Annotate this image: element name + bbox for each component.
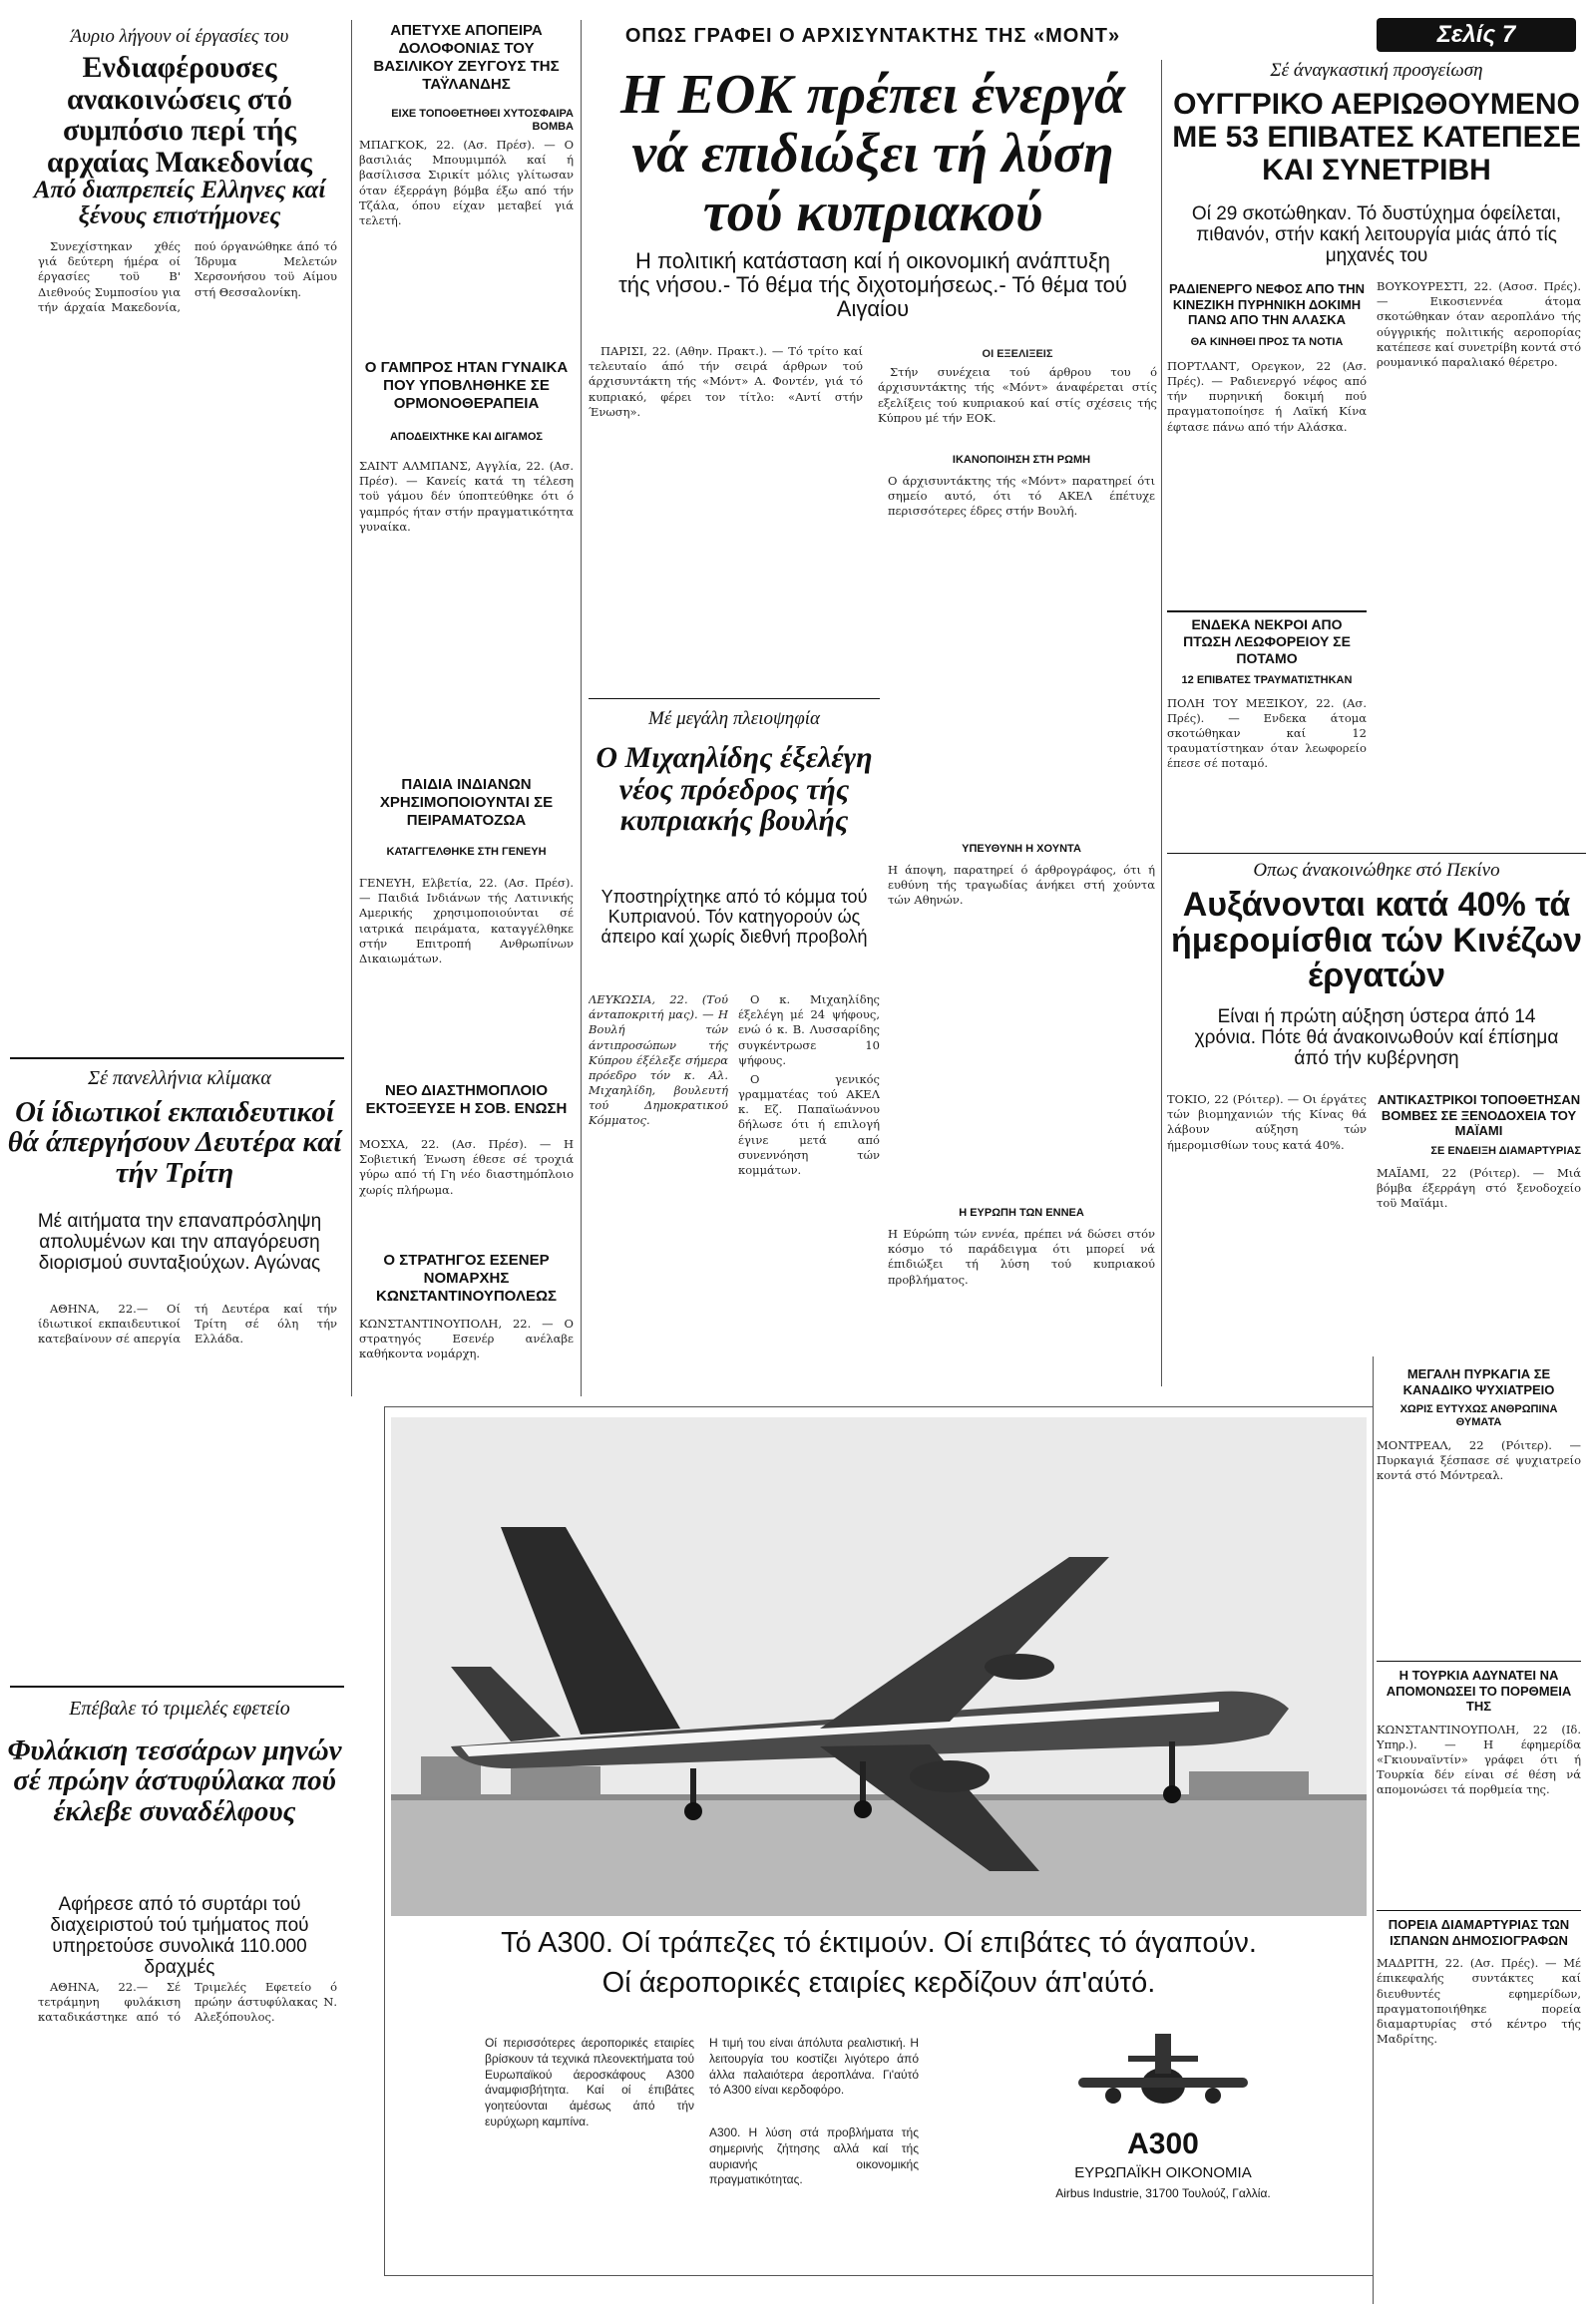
article2-subhead: Μέ αιτήματα την επαναπρόσληψη απολυμένων και την απαγόρευση διορισμού συνταξιούχων. Αγώνας [37, 1211, 322, 1274]
r8-body: ΜΑΔΡΙΤΗ, 22. (Ασ. Πρές). — Μέ έπικεφαλής συντάκτες καί διευθυντές εφημερίδων, πραγματοποιήθηκε πορεία διαμαρτυρίας στό κέντρο τής Μαδρίτης. [1377, 1956, 1581, 2047]
r7-box [1377, 1668, 1581, 1897]
brief2-body: ΣΑΙΝΤ ΑΛΜΠΑΝΣ, Αγγλία, 22. (Ασ. Πρέσ). — Κανείς κατά τη τέλεση τοϋ γάμου δέν ύποπτεύθηκε ότι ό γαμπρός ήταν στήν πραγματικότητα γυναίκα. [359, 459, 574, 534]
left-divider-2 [10, 1686, 344, 1688]
brief2-headline: Ο ΓΑΜΠΡΟΣ ΗΤΑΝ ΓΥΝΑΙΚΑ ΠΟΥ ΥΠΟΒΛΗΘΗΚΕ ΣΕ ΟΡΜΟΝΟΘΕΡΑΠΕΙΑ [364, 359, 569, 412]
r2-body: ΠΟΡΤΛΑΝΤ, Ορεγκον, 22 (Ασ. Πρές). — Ραδιενεργό νέφος από τήν πυρηνική δοκιμή πού πραγματοποίησε ή Λαϊκή Κίνα έφτασε πάνω από τήν Αλάσκα. [1167, 358, 1367, 434]
column-rule-2 [581, 20, 582, 1396]
center-text-e: Η Εύρώπη τών εννέα, πρέπει νά δώσει στόν κόσμο τό παράδειγμα ότι μπορεί νά έπιδιώξει τή λύση τού κυπριακού προβλήματος. [888, 1227, 1155, 1287]
center-headline: Η ΕΟΚ πρέπει ένεργά νά επιδιώξει τή λύση τού κυπριακού [619, 64, 1126, 243]
center-subhead: Η πολιτική κατάσταση καί ή οικονομική ανάπτυξη τής νήσου.- Τό θέμα τής διχοτομήσεως.- Τό θέμα τού Αιγαίου [618, 248, 1127, 322]
left-column [0, 0, 349, 2313]
article1-body [38, 239, 337, 1037]
michailidis-body-b [738, 992, 880, 1371]
page-tag-label: Σελίς 7 [1436, 21, 1516, 48]
airbus-advertisement [384, 1406, 1374, 2276]
r3-subhead: 12 ΕΠΙΒΑΤΕΣ ΤΡΑΥΜΑΤΙΣΤΗΚΑΝ [1181, 674, 1353, 687]
center-sub-b2: ΥΠΕΥΘΥΝΗ Η ΧΟΥΝΤΑ [962, 843, 1081, 855]
column-rule-3 [1161, 60, 1162, 1386]
brief5-body: ΚΩΝΣΤΑΝΤΙΝΟΥΠΟΛΗ, 22. — Ο στρατηγός Εσενέρ ανέλαβε καθήκοντα νομάρχη. [359, 1317, 574, 1361]
r3-top-rule [1167, 610, 1367, 612]
r2-headline: ΡΑΔΙΕΝΕΡΓΟ ΝΕΦΟΣ ΑΠΟ ΤΗΝ ΚΙΝΕΖΙΚΗ ΠΥΡΗΝΙΚΗ ΔΟΚΙΜΗ ΠΑΝΩ ΑΠΟ ΤΗΝ ΑΛΑΣΚΑ [1169, 281, 1365, 328]
r8-headline: ΠΟΡΕΙΑ ΔΙΑΜΑΡΤΥΡΙΑΣ ΤΩΝ ΙΣΠΑΝΩΝ ΔΗΜΟΣΙΟΓΡΑΦΩΝ [1388, 1917, 1570, 1948]
center-sub-b1: ΙΚΑΝΟΠΟΙΗΣΗ ΣΤΗ ΡΩΜΗ [952, 454, 1091, 466]
r5-subhead: ΣΕ ΕΝΔΕΙΞΗ ΔΙΑΜΑΡΤΥΡΙΑΣ [1430, 1144, 1581, 1157]
article3-subhead: Αφήρεσε από τό συρτάρι τού διαχειριστού τού τμήματος πού υπηρετούσε συνολικά 110.000 δραχμές [50, 1894, 309, 1978]
r4-top-rule [1167, 853, 1586, 854]
michailidis-headline: Ο Μιχαηλίδης έξελέγη νέος πρόεδρος τής κυπριακής βουλής [596, 741, 873, 837]
article2-text: ΑΘΗΝΑ, 22.— Οί ίδιωτικοί εκπαιδευτικοί κατεβαίνουν σέ απεργία τή Δευτέρα καί τήν Τρίτη σέ όλη τήν Ελλάδα. [38, 1302, 337, 1347]
center-body-a [589, 344, 863, 683]
brief5-headline: Ο ΣΤΡΑΤΗΓΟΣ ΕΣΕΝΕΡ ΝΟΜΑΡΧΗΣ ΚΩΝΣΤΑΝΤΙΝΟΥΠΟΛΕΩΣ [376, 1252, 557, 1305]
r8-box [1377, 1917, 1581, 2306]
ad-col2: Η τιμή του είναι άπόλυτα ρεαλιστική. Η λειτουργία του κοστίζει λιγότερο άπό άλλα παλαιότερα άεροπλάνα. Γι'αύτό τό Α300 είναι κερδοφόρο. [709, 2036, 919, 2098]
r1-subhead: Οί 29 σκοτώθηκαν. Τό δυστύχημα όφείλεται, πιθανόν, στήν κακή λειτουργία μιάς άπό τίς μηχανές του [1191, 203, 1562, 266]
center-sub-b3: Η ΕΥΡΩΠΗ ΤΩΝ ΕΝΝΕΑ [959, 1207, 1084, 1219]
brief3-headline: ΠΑΙΔΙΑ ΙΝΔΙΑΝΩΝ ΧΡΗΣΙΜΟΠΟΙΟΥΝΤΑΙ ΣΕ ΠΕΙΡΑΜΑΤΟΖΩΑ [379, 776, 554, 829]
r6-box [1377, 1366, 1581, 1646]
center-text-a: ΠΑΡΙΣΙ, 22. (Αθην. Πρακτ.). — Τό τρίτο καί τελευταίο άπό τήν σειρά άρθρων τού άρχισυντάκτη τής «Μόντ» Α. Φοντέν, γιά τό κυπριακό, φέρει τον τίτλο: «Αντί στήν Ένωση». [589, 344, 863, 419]
brief3-body: ΓΕΝΕΥΗ, Ελβετία, 22. (Ασ. Πρέσ). — Παιδιά Ινδιάνων τής Λατινικής Αμερικής χρησιμοποιούνται σέ ιατρικά πειράματα, καταγγέλθηκε στήν Επιτροπή Ανθρωπίνων Δικαιωμάτων. [359, 876, 574, 965]
article1-subhead: Από διαπρεπείς Ελληνες καί ξένους επιστήμονες [33, 177, 326, 230]
michailidis-text-b: Ο κ. Μιχαηλίδης έξελέγη μέ 24 ψήφους, ενώ ό κ. Β. Λυσσαρίδης συγκέντρωσε 10 ψήφους. [738, 992, 880, 1067]
center-text-b: Στήν συνέχεια τού άρθρου του ό άρχισυντάκτης τής «Μόντ» άναφέρεται στίς εξελίξεις τού κυπριακού καί στίς σχέσεις τής Κύπρου μέ τήν ΕΟΚ. [878, 365, 1157, 425]
article1-kicker: Άυριο λήγουν οί έργασίες του [70, 26, 289, 47]
article2-kicker: Σέ πανελλήνια κλίμακα [88, 1067, 271, 1089]
brief4-headline: ΝΕΟ ΔΙΑΣΤΗΜΟΠΛΟΙΟ ΕΚΤΟΞΕΥΣΕ Η ΣΟΒ. ΕΝΩΣΗ [365, 1082, 568, 1117]
michailidis-kicker: Μέ μεγάλη πλειοψηφία [648, 708, 820, 729]
r1-body: ΒΟΥΚΟΥΡΕΣΤΙ, 22. (Ασοσ. Πρές). — Εικοσιεννέα άτομα σκοτώθηκαν όταν αεροπλάνο τής ούγγρικής πολιτικής αεροπορίας κατέπεσε καί συνετρίβη κοντά στό ρουμανικό παραλιακό θέρετρο. [1377, 279, 1581, 369]
article2-body [38, 1302, 337, 1661]
r6-body: ΜΟΝΤΡΕΑΛ, 22 (Ρόιτερ). — Πυρκαγιά ξέσπασε σέ ψυχιατρείο κοντά στό Μόντρεαλ. [1377, 1437, 1581, 1482]
r7-body: ΚΩΝΣΤΑΝΤΙΝΟΥΠΟΛΗ, 22 (Ιδ. Υπηρ.). — Η έφημερίδα «Γκιουναϊντίν» γράφει ότι ή Τουρκία δέν είναι σέ θέση νά απομονώσει τά πορθμεία της. [1377, 1722, 1581, 1797]
brief1-headline: ΑΠΕΤΥΧΕ ΑΠΟΠΕΙΡΑ ΔΟΛΟΦΟΝΙΑΣ ΤΟΥ ΒΑΣΙΛΙΚΟΥ ΖΕΥΓΟΥΣ ΤΗΣ ΤΑΫΛΑΝΔΗΣ [373, 22, 560, 93]
brief3-subhead: ΚΑΤΑΓΓΕΛΘΗΚΕ ΣΤΗ ΓΕΝΕΥΗ [386, 846, 547, 858]
article3-body [38, 1980, 337, 2299]
r4-body: ΤΟΚΙΟ, 22 (Ρόιτερ). — Οι έργάτες τών βιομηχανιών τής Κίνας θά λάβουν αύξηση τών ήμερομισθίων τους κατά 40%. [1167, 1092, 1367, 1152]
ad-col3: Α300. Η λύση στά προβλήματα τής σημερινής ζήτησης αλλά καί τής αυριανής οικονομικής πραγματικότητας. [709, 2125, 919, 2187]
article1-headline: Ενδιαφέρουσες ανακοινώσεις στό συμπόσιο περί τής αρχαίας Μακεδονίας [47, 51, 312, 179]
r3-box [1167, 616, 1367, 856]
r1-kicker: Σέ άναγκαστική προσγείωση [1270, 60, 1483, 81]
r3-headline: ΕΝΔΕΚΑ ΝΕΚΡΟΙ ΑΠΟ ΠΤΩΣΗ ΛΕΩΦΟΡΕΙΟΥ ΣΕ ΠΟΤΑΜΟ [1183, 616, 1351, 666]
ad-brand-sub: ΕΥΡΩΠΑΪΚΗ ΟΙΚΟΝΟΜΙΑ [1074, 2164, 1252, 2181]
r4-headline: Αυξάνονται κατά 40% τά ήμερομίσθια τών Κινέζων έργατών [1170, 886, 1583, 995]
michailidis-top-rule [589, 698, 880, 699]
michailidis-text-c: Ο γενικός γραμματέας τού ΑΚΕΛ κ. Εζ. Παπαϊωάννου δήλωσε ότι ή επιλογή έγινε μετά από συνεννόηση τών κομμάτων. [738, 1071, 880, 1177]
r5-body: ΜΑΪΑΜΙ, 22 (Ρόιτερ). — Μιά βόμβα έξερράγη στό ξενοδοχείο τοϋ Μαϊάμι. [1377, 1165, 1581, 1211]
r2-box [1167, 281, 1367, 672]
ad-caption-line1: Τό Α300. Οί τράπεζες τό έκτιμούν. Οί επιβάτες τό άγαπούν. [501, 1927, 1257, 1959]
r2-subhead: ΘΑ ΚΙΝΗΘΕΙ ΠΡΟΣ ΤΑ ΝΟΤΙΑ [1190, 335, 1344, 348]
article3-kicker: Επέβαλε τό τριμελές εφετείο [69, 1698, 290, 1720]
center-sub-a: ΟΙ ΕΞΕΛΙΞΕΙΣ [982, 348, 1053, 360]
article1-text: Συνεχίστηκαν χθές γιά δεύτερη ήμέρα οί έργασίες τοϋ Β' Διεθνούς Συμποσίου για τήν άρχαία Μακεδονία, πού όργανώθηκε άπό τό Ίδρυμα Μελετών Χερσονήσου τοϋ Αίμου στή Θεσσαλονίκη. [38, 239, 337, 314]
brief1-subhead: ΕΙΧΕ ΤΟΠΟΘΕΤΗΘΕΙ ΧΥΤΟΣΦΑΙΡΑ ΒΟΜΒΑ [391, 108, 574, 134]
r8-top-rule [1377, 1910, 1581, 1911]
michailidis-body-a: ΛΕΥΚΩΣΙΑ, 22. (Τού άνταποκριτή μας). — Η Βουλή τών άντιπροσώπων τής Κύπρου έξέλεξε σήμερα πρόεδρο τόν κ. Αλ. Μιχαηλίδη, βουλευτή τού Δημοκρατικού Κόμματος. [589, 992, 728, 1128]
ad-col1: Οί περισσότερες άεροπορικές εταιρίες βρίσκουν τά τεχνικά πλεονεκτήματα τού Ευρωπαϊκού άεροσκάφους Α300 άναμφισβήτητα. Καί οί έπιβάτες γοητεύονται άμέσως άπό τήν ευρύχωρη καμπίνα. [485, 2036, 694, 2129]
airliner-photo-icon [391, 1417, 1367, 1916]
article2-headline: Οί ίδιωτικοί εκπαιδευτικοί θά άπεργήσουν Δευτέρα καί τήν Τρίτη [7, 1096, 342, 1189]
r5-headline: ΑΝΤΙΚΑΣΤΡΙΚΟΙ ΤΟΠΟΘΕΤΗΣΑΝ ΒΟΜΒΕΣ ΣΕ ΞΕΝΟΔΟΧΕΙΑ ΤΟΥ ΜΑΪΑΜΙ [1377, 1092, 1581, 1139]
page-tag [1377, 18, 1576, 52]
brief2-subhead: ΑΠΟΔΕΙΧΤΗΚΕ ΚΑΙ ΔΙΓΑΜΟΣ [389, 431, 544, 443]
ad-address: Airbus Industrie, 31700 Τουλούζ, Γαλλία. [1055, 2186, 1271, 2200]
article3-text: ΑΘΗΝΑ, 22.— Σέ τετράμηνη φυλάκιση καταδικάστηκε από τό Τριμελές Εφετείο ό πρώην άστυφύλακας Ν. Αλεξόπουλος. [38, 1980, 337, 2025]
center-kicker: ΟΠΩΣ ΓΡΑΦΕΙ Ο ΑΡΧΙΣΥΝΤΑΚΤΗΣ ΤΗΣ «ΜΟΝΤ» [624, 25, 1121, 47]
r4-subhead: Είναι ή πρώτη αύξηση ύστερα άπό 14 χρόνια. Πότε θά άνακοινωθούν καί έπίσημα άπό τήν κυβέρνηση [1194, 1006, 1559, 1069]
brief1-body: ΜΠΑΓΚΟΚ, 22. (Ασ. Πρέσ). — Ο βασιλιάς Μπουμιμπόλ καί ή βασίλισσα Σιρικίτ μόλις γλίτωσαν όταν έξερράγη βόμβα έξω από τήν Τζάλα, όπου είχαν μεταβεί γιά τελετή. [359, 138, 574, 227]
brief4-body: ΜΟΣΧΑ, 22. (Ασ. Πρέσ). — Η Σοβιετική Ένωση έθεσε σέ τροχιά γύρω από τή Γη νέο διαστημόπλοιο χωρίς πλήρωμα. [359, 1137, 574, 1197]
michailidis-story [589, 698, 880, 1396]
left-divider-1 [10, 1057, 344, 1059]
airliner-logo-icon [1073, 2016, 1253, 2125]
column-rule-1 [351, 20, 352, 1396]
r6-headline: ΜΕΓΑΛΗ ΠΥΡΚΑΓΙΑ ΣΕ ΚΑΝΑΔΙΚΟ ΨΥΧΙΑΤΡΕΙΟ [1402, 1366, 1555, 1397]
ad-brand: Α300 [1127, 2127, 1199, 2160]
r1-headline: ΟΥΓΓΡΙΚΟ ΑΕΡΙΩΘΟΥΜΕΝΟ ΜΕ 53 ΕΠΙΒΑΤΕΣ ΚΑΤΕΠΕΣΕ ΚΑΙ ΣΥΝΕΤΡΙΒΗ [1172, 88, 1581, 187]
r5-box [1377, 1092, 1581, 1351]
center-text-c: Ο άρχισυντάκτης τής «Μόντ» παρατηρεί ότι σημείο αυτό, ότι τό ΑΚΕΛ έπέτυχε περισσότερες έδρες στήν Βουλή. [888, 474, 1155, 519]
ad-caption-line2: Οί άεροπορικές εταιρίες κερδίζουν άπ'αύτό. [601, 1967, 1156, 1999]
r3-body: ΠΟΛΗ ΤΟΥ ΜΕΞΙΚΟΥ, 22. (Ασ. Πρές). — Ενδεκα άτομα σκοτώθηκαν καί 12 τραυματίστηκαν όταν λεωφορείο έπεσε σέ ποταμό. [1167, 695, 1367, 771]
r6-subhead: ΧΩΡΙΣ ΕΥΤΥΧΩΣ ΑΝΘΡΩΠΙΝΑ ΘΥΜΑΤΑ [1399, 1403, 1558, 1429]
r7-headline: Η ΤΟΥΡΚΙΑ ΑΔΥΝΑΤΕΙ ΝΑ ΑΠΟΜΟΝΩΣΕΙ ΤΟ ΠΟΡΘΜΕΙΑ ΤΗΣ [1386, 1668, 1572, 1715]
eok-continuation-column [888, 344, 1155, 1381]
center-text-d: Η άποψη, παρατηρεί ό άρθρογράφος, ότι ή ευθύνη τής τραγωδίας άνήκει στή χούντα τών Αθηνών. [888, 863, 1155, 908]
r7-top-rule [1377, 1661, 1581, 1662]
news-briefs-column [359, 0, 574, 1396]
airliner-photo [391, 1417, 1367, 1916]
michailidis-subhead: Υποστηρίχτηκε από τό κόμμα τού Κυπριανού. Τόν κατηγορούν ώς άπειρο καί χωρίς διεθνή προβολή [600, 887, 868, 947]
article3-headline: Φυλάκιση τεσσάρων μηνών σέ πρώην άστυφύλακα πού έκλεβε συναδέλφους [7, 1735, 342, 1827]
r4-kicker: Οπως άνακοινώθηκε στό Πεκίνο [1253, 860, 1500, 881]
